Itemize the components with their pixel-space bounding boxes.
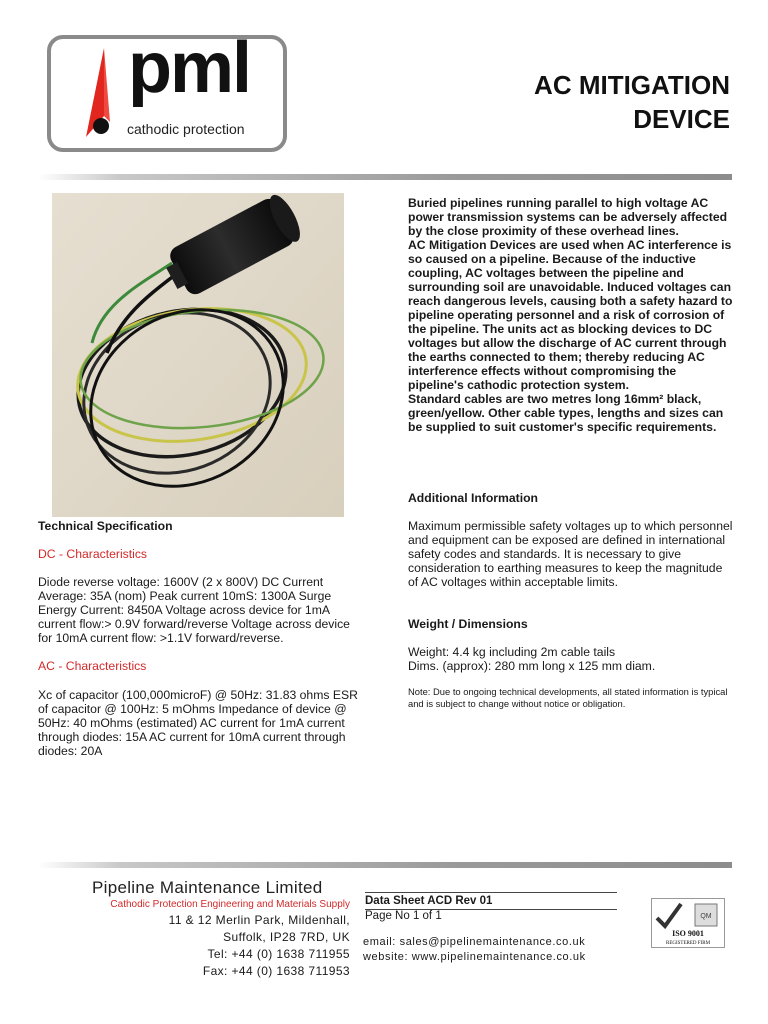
company-name: Pipeline Maintenance Limited: [92, 878, 323, 897]
additional-heading: Additional Information: [408, 491, 538, 505]
title-line-1: AC MITIGATION: [534, 70, 730, 100]
dc-text: Diode reverse voltage: 1600V (2 x 800V) DC Current Average: 35A (nom) Peak current 10mS: 1300A Surge Energy Current: 8450A Voltage across device for 1mA current flow:> 0.9V forward/reverse Voltage across device for 10mA current flow: >1.1V forward/reverse.: [38, 575, 350, 645]
title-line-2: DEVICE: [633, 104, 730, 134]
product-photo: [52, 193, 344, 517]
company-division: Cathodic Protection Engineering and Materials Supply: [110, 899, 350, 910]
fax-number: Fax: +44 (0) 1638 711953: [202, 964, 350, 978]
datasheet-box: [365, 892, 617, 910]
logo-tagline: cathodic protection: [127, 121, 245, 137]
address-line-1: 11 & 12 Merlin Park, Mildenhall,: [168, 913, 350, 927]
contact-info: [363, 935, 586, 965]
svg-text:QM: QM: [700, 913, 712, 920]
iso-sub: REGISTERED FIRM: [665, 941, 711, 946]
datasheet-rev: Data Sheet ACD Rev 01: [365, 895, 493, 907]
pml-logo-icon: [60, 42, 130, 142]
phone-number: Tel: +44 (0) 1638 711955: [207, 947, 350, 961]
ac-heading: AC - Characteristics: [38, 659, 147, 673]
tech-spec-heading: Technical Specification: [38, 519, 173, 533]
top-rule: [38, 174, 732, 180]
page-title: [534, 68, 730, 136]
page-number: Page No 1 of 1: [365, 910, 442, 922]
bottom-rule: [38, 862, 732, 868]
logo-name: pml: [128, 28, 251, 108]
dc-heading: DC - Characteristics: [38, 547, 148, 561]
address-line-2: Suffolk, IP28 7RD, UK: [223, 930, 350, 944]
company-address: [110, 898, 350, 980]
weight-heading: Weight / Dimensions: [408, 617, 528, 631]
intro-paragraph-1: Buried pipelines running parallel to high voltage AC power transmission systems can be adversely affected by the close proximity of these overhead lines.: [408, 196, 728, 238]
weight-values: [408, 645, 734, 673]
email-link[interactable]: email: sales@pipelinemaintenance.co.uk: [363, 936, 586, 948]
intro-paragraph-2: AC Mitigation Devices are used when AC interference is so caused on a pipeline. Because of the inductive coupling, AC voltages between the pipeline and surrounding soil are unavoidable. Induced voltages can reach dangerous levels, causing both a safety hazard to pipeline operating personnel and a risk of corrosion of the pipeline. The units act as blocking devices to DC voltages but allow the discharge of AC current through the earths connected to them; thereby reducing AC interference effects without compromising the pipeline's cathodic protection system.: [408, 238, 733, 392]
disclaimer-note: Note: Due to ongoing technical developments, all stated information is typical and is subject to change without notice or obligation.: [408, 686, 728, 709]
ac-text: Xc of capacitor (100,000microF) @ 50Hz: 31.83 ohms ESR of capacitor @ 100Hz: 5 mOhms Impedance of device @ 50Hz: 40 mOhms (estimated) AC current for 1mA current through diodes: 15A AC current for 10mA current through diodes: 20A: [38, 688, 358, 758]
intro-paragraph-3: Standard cables are two metres long 16mm² black, green/yellow. Other cable types, lengths and sizes can be supplied to suit customer's specific requirements.: [408, 392, 724, 434]
additional-text: Maximum permissible safety voltages up to which personnel and equipment can be exposed are defined in international safety codes and standards. It is necessary to give consideration to earthing measures to keep the magnitude of AC voltages within acceptable limits.: [408, 519, 733, 589]
dims-line: Dims. (approx): 280 mm long x 125 mm diam.: [408, 659, 656, 673]
iso-label: ISO 9001: [672, 929, 704, 938]
intro-text: [408, 196, 734, 434]
iso-9001-badge-icon: [651, 898, 725, 948]
weight-line: Weight: 4.4 kg including 2m cable tails: [408, 645, 616, 659]
website-link[interactable]: website: www.pipelinemaintenance.co.uk: [363, 951, 586, 963]
